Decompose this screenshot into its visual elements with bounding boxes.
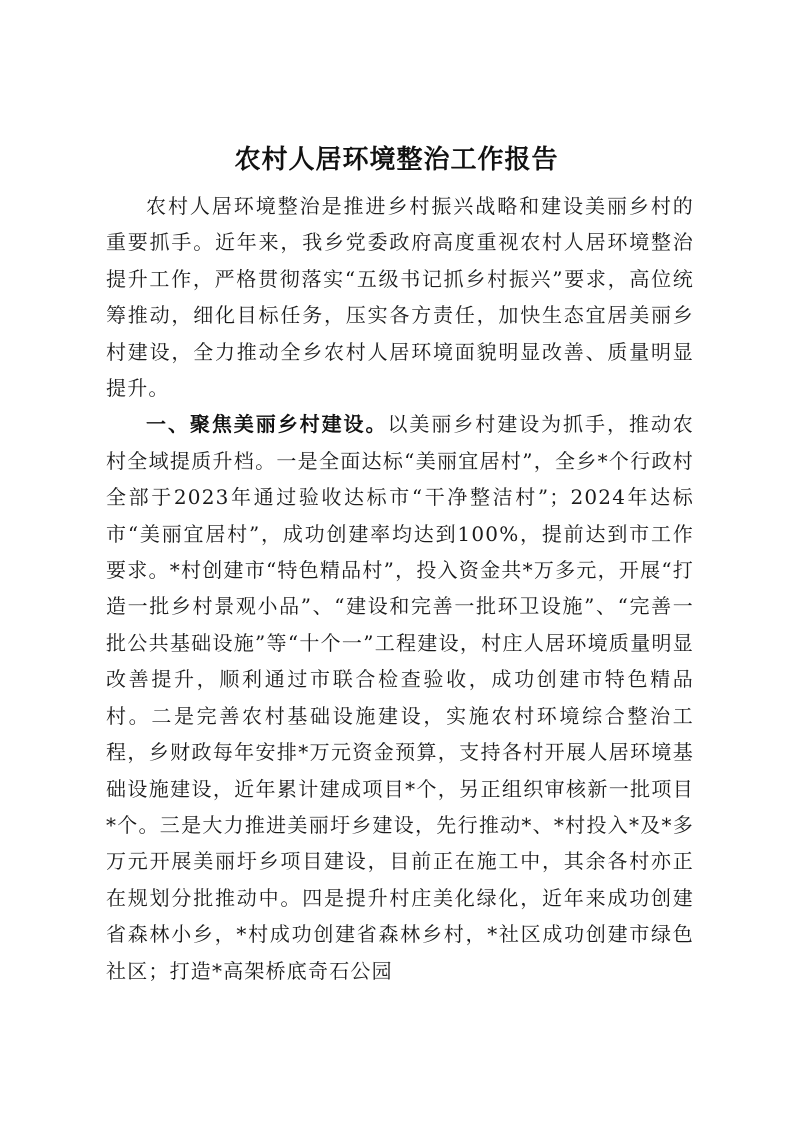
document-title: 农村人居环境整治工作报告 bbox=[234, 145, 559, 175]
section-one-paragraph bbox=[106, 406, 694, 989]
intro-paragraph-text: 农村人居环境整治是推进乡村振兴战略和建设美丽乡村的重要抓手。近年来，我乡党委政府高度重视农村人居环境整治提升工作，严格贯彻落实“五级书记抓乡村振兴”要求，高位统筹推动，细化目标任务，压实各方责任，加快生态宜居美丽乡村建设，全力推动全乡农村人居环境面貌明显改善、质量明显提升。 bbox=[106, 194, 694, 401]
intro-paragraph bbox=[106, 188, 694, 406]
section-one-heading: 一、聚焦美丽乡村建设。 bbox=[146, 412, 388, 437]
section-one-text: 以美丽乡村建设为抓手，推动农村全域提质升档。一是全面达标“美丽宜居村”，全乡*个行政村全部于2023年通过验收达标市“干净整洁村”；2024年达标市“美丽宜居村”，成功创建率均达到100%，提前达到市工作要求。*村创建市“特色精品村”，投入资金共*万多元，开展“打造一批乡村景观小品”、“建设和完善一批环卫设施”、“完善一批公共基础设施”等“十个一”工程建设，村庄人居环境质量明显改善提升，顺利通过市联合检查验收，成功创建市特色精品村。二是完善农村基础设施建设，实施农村环境综合整治工程，乡财政每年安排*万元资金预算，支持各村开展人居环境基础设施建设，近年累计建成项目*个，另正组织审核新一批项目*个。三是大力推进美丽圩乡建设，先行推动*、*村投入*及*多万元开展美丽圩乡项目建设，目前正在施工中，其余各村亦正在规划分批推动中。四是提升村庄美化绿化，近年来成功创建省森林小乡，*村成功创建省森林乡村，*社区成功创建市绿色社区；打造*高架桥底奇石公园 bbox=[106, 412, 694, 983]
document-body bbox=[106, 188, 694, 989]
